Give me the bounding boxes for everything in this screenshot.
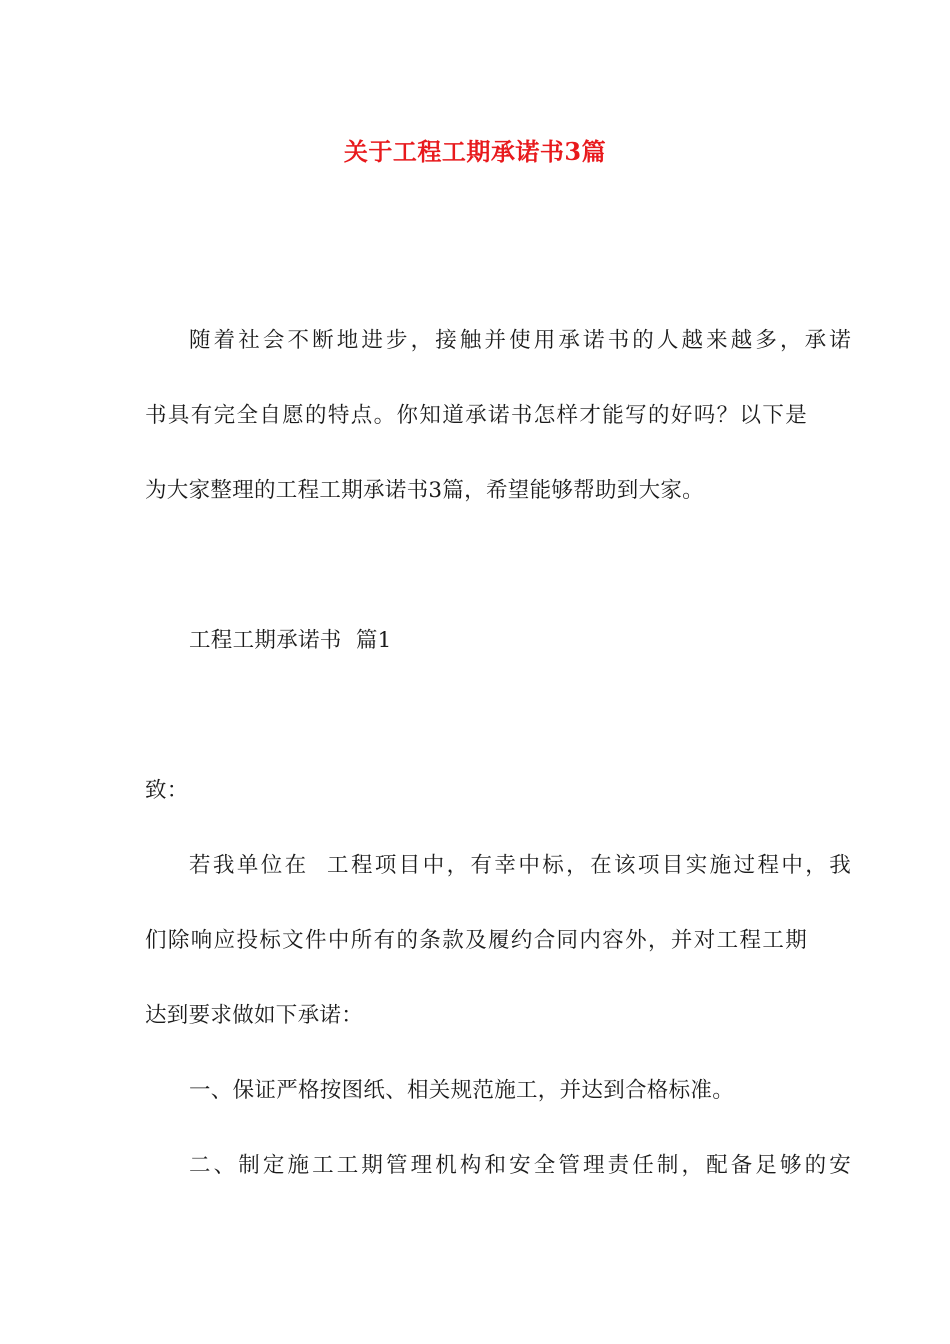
body-line-2: 们除响应投标文件中所有的条款及履约合同内容外，并对工程工期	[145, 928, 807, 953]
body-item-2: 二、制定施工工期管理机构和安全管理责任制，配备足够的安	[189, 1153, 851, 1178]
body-line-1: 若我单位在 工程项目中，有幸中标，在该项目实施过程中，我	[189, 853, 851, 878]
document-title: 关于工程工期承诺书3篇	[343, 137, 607, 166]
intro-line-2: 书具有完全自愿的特点。你知道承诺书怎样才能写的好吗？以下是	[145, 403, 807, 428]
intro-line-3: 为大家整理的工程工期承诺书3篇，希望能够帮助到大家。	[145, 478, 704, 503]
salutation: 致：	[145, 778, 189, 803]
body-line-3: 达到要求做如下承诺：	[145, 1003, 364, 1028]
intro-line-1: 随着社会不断地进步，接触并使用承诺书的人越来越多，承诺	[189, 328, 851, 353]
section-heading: 工程工期承诺书 篇1	[189, 628, 392, 653]
body-item-1: 一、保证严格按图纸、相关规范施工，并达到合格标准。	[189, 1078, 735, 1103]
